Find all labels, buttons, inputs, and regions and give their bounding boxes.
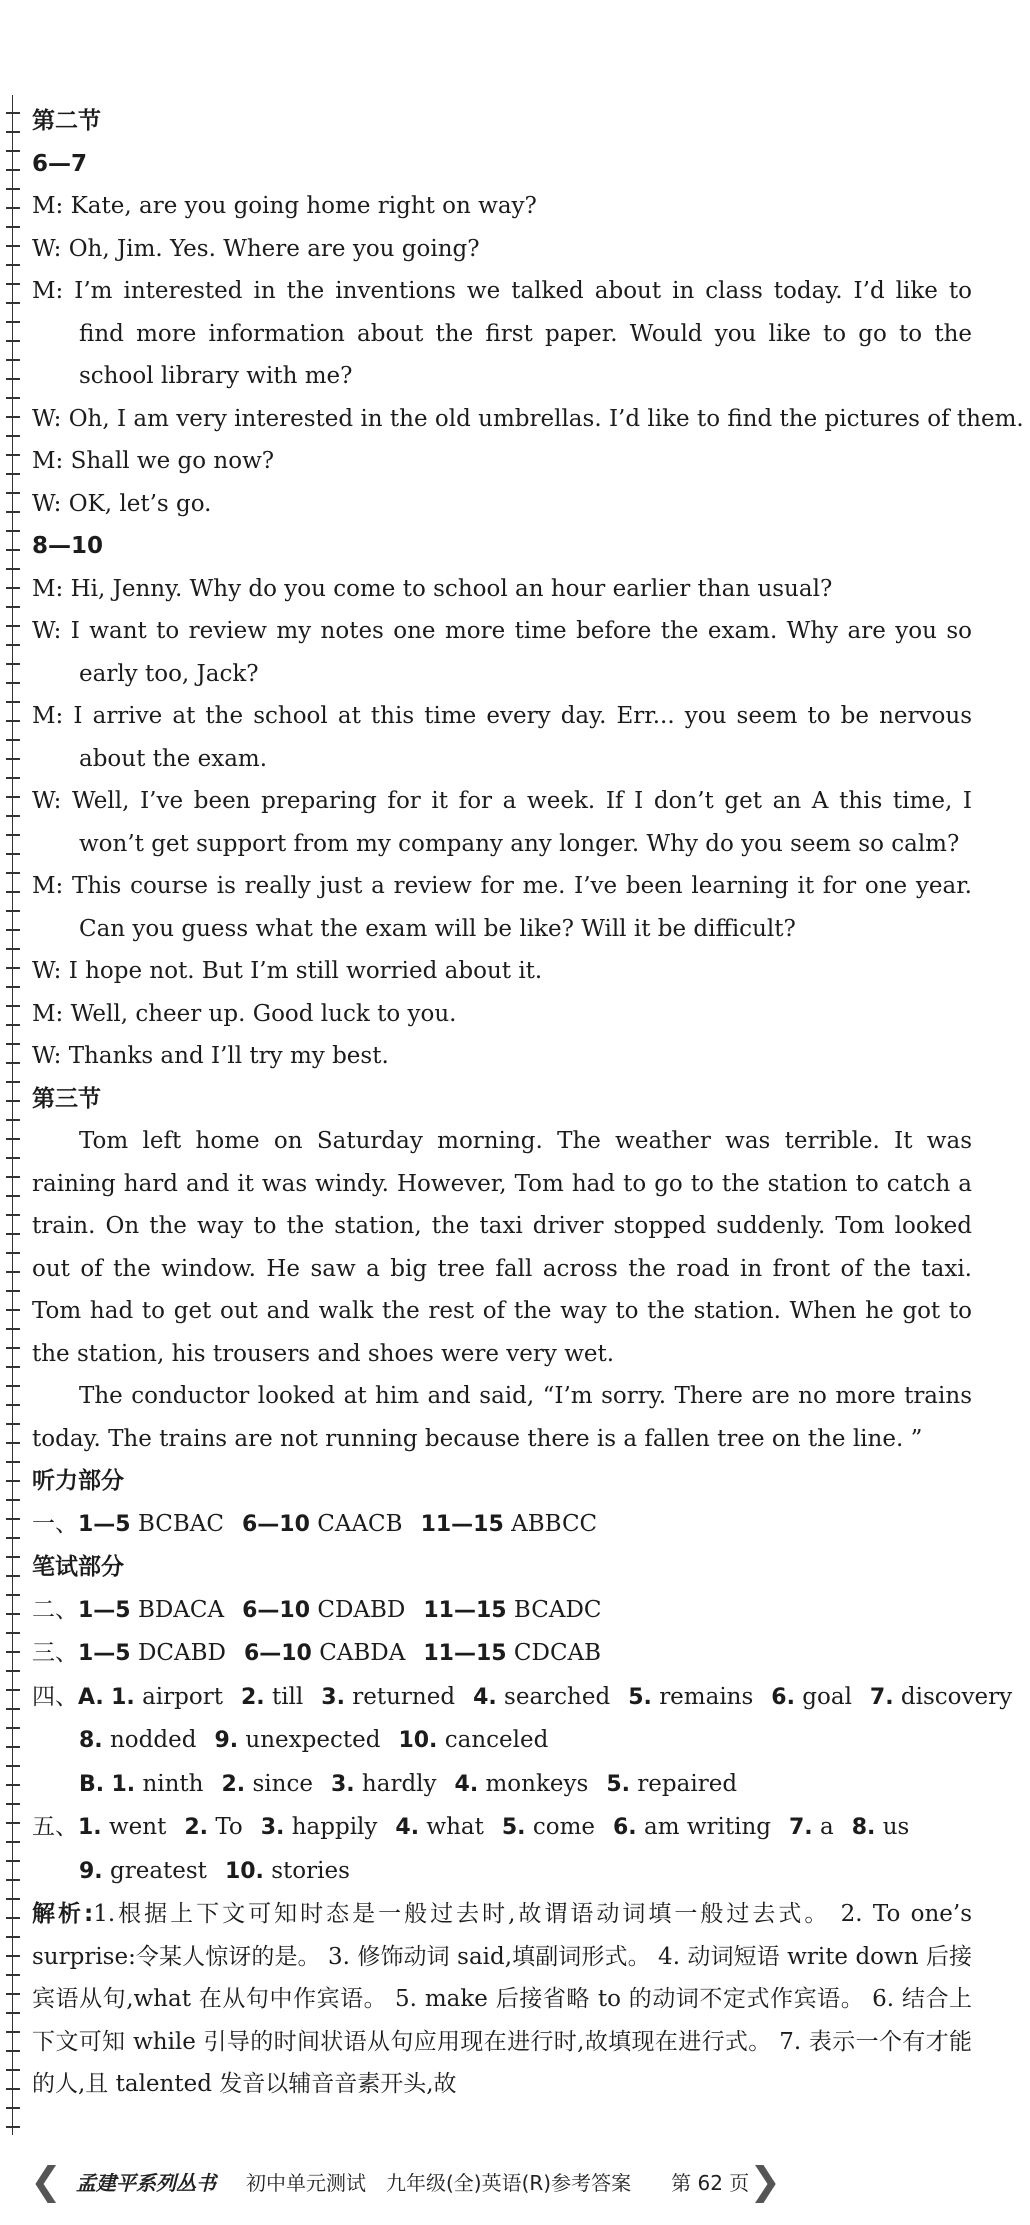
answers: CAACB: [317, 1510, 403, 1537]
item-answer: a: [819, 1814, 834, 1840]
answers: BCBAC: [137, 1510, 224, 1537]
row-prefix: 五、: [32, 1814, 78, 1840]
dialogue-line: W: Thanks and I’ll try my best.: [32, 1043, 389, 1069]
item-answer: To: [215, 1814, 243, 1840]
item-number: 7.: [869, 1684, 894, 1710]
answer-row-five-1: [32, 1806, 972, 1850]
answer-row-five-2: [32, 1850, 972, 1894]
item-number: 6.: [613, 1815, 637, 1840]
item-number: 1.: [78, 1815, 102, 1840]
answer-row-four-a2: [32, 1719, 972, 1763]
passage-paragraph: The conductor looked at him and said, “I’m sorry. There are no more trains today. The trains are not running because there is a fallen tree on the line. ”: [32, 1383, 972, 1452]
answers: ABBCC: [511, 1510, 598, 1537]
part-label: A.: [78, 1684, 104, 1710]
item-answer: canceled: [444, 1727, 549, 1753]
item-answer: what: [426, 1814, 484, 1840]
listening-heading: 听力部分: [32, 1468, 124, 1494]
item-number: 7.: [789, 1815, 813, 1840]
chevron-right-icon: ❯: [749, 2159, 782, 2203]
answers: CABDA: [319, 1640, 406, 1666]
answer-page: [32, 100, 1024, 2106]
answer-row-two: [32, 1589, 972, 1633]
section3-heading: 第三节: [32, 1085, 101, 1112]
item-answer: searched: [504, 1683, 611, 1710]
item-number: 8.: [851, 1815, 876, 1840]
answers: BCADC: [513, 1596, 602, 1623]
series-name: 孟建平系列丛书: [76, 2170, 216, 2195]
range: 6—10: [241, 1511, 310, 1537]
answers: BDACA: [137, 1596, 225, 1623]
item-number: 9.: [79, 1858, 103, 1884]
item-number: 5.: [606, 1771, 630, 1797]
dialogue-line: M: This course is really just a review for me. I’ve been learning it for one year. Can you guess what the exam will be like? Will it be difficult?: [32, 873, 972, 942]
range: 1—5: [78, 1597, 131, 1623]
item-answer: stories: [271, 1857, 350, 1884]
item-number: 1.: [111, 1771, 136, 1797]
range: 1—5: [78, 1511, 131, 1537]
dialogue-line: W: Oh, Jim. Yes. Where are you going?: [32, 235, 480, 262]
range: 6—10: [243, 1641, 312, 1666]
item-answer: airport: [142, 1683, 223, 1710]
item-number: 2.: [240, 1684, 265, 1710]
row-prefix: 三、: [32, 1640, 78, 1666]
item-answer: discovery: [900, 1683, 1013, 1710]
item-answer: us: [882, 1814, 910, 1840]
page-footer: [30, 2158, 980, 2204]
analysis-paragraph: [32, 1893, 972, 2106]
written-heading: 笔试部分: [32, 1554, 124, 1580]
dialogue-line: W: I want to review my notes one more time before the exam. Why are you so early too, Jack?: [32, 618, 972, 687]
section2-heading: 第二节: [32, 108, 101, 134]
answer-row-one: [32, 1503, 972, 1547]
item-answer: repaired: [637, 1770, 738, 1797]
item-answer: happily: [291, 1814, 378, 1840]
chevron-left-icon: ❮: [30, 2159, 62, 2203]
answer-row-four-b: [32, 1763, 972, 1807]
item-number: 4.: [473, 1684, 497, 1710]
analysis-text: 1.根据上下文可知时态是一般过去时,故谓语动词填一般过去式。 2. To one’s surprise:令某人惊讶的是。 3. 修饰动词 said,填副词形式。 4. 动词短语 write down 后接宾语从句,what 在从句中作宾语。 5. make 后接省略 to 的动词不定式作宾语。 6. 结合上下文可知 while 引导的时间状语从句应用现在进行时,故填现在进行式。 7. 表示一个有才能的人,且 talented 发音以辅音音素开头,故: [32, 1901, 973, 2097]
item-answer: nodded: [109, 1727, 197, 1753]
item-number: 5.: [501, 1815, 526, 1840]
answer-row-three: [32, 1632, 972, 1676]
item-answer: am writing: [643, 1814, 771, 1840]
page-number: 第 62 页: [671, 2170, 750, 2195]
dialogue-line: M: Well, cheer up. Good luck to you.: [32, 1000, 457, 1027]
item-number: 10.: [224, 1858, 264, 1884]
dialogue1-label: 6—7: [32, 150, 88, 177]
range: 11—15: [423, 1597, 507, 1623]
answer-row-four-a1: [32, 1676, 1013, 1720]
answers: CDABD: [317, 1596, 406, 1623]
item-number: 3.: [260, 1815, 285, 1840]
item-answer: ninth: [142, 1770, 204, 1797]
row-prefix: 四、: [32, 1683, 78, 1710]
passage-paragraph: Tom left home on Saturday morning. The weather was terrible. It was raining hard and it was windy. However, Tom had to go to the station to catch a train. On the way to the station, the taxi driver stopped suddenly. Tom looked out of the window. He saw a big tree fall across the road in front of the taxi. Tom had to get out and walk the rest of the way to the station. When he got to the station, his trousers and shoes were very wet.: [32, 1128, 972, 1367]
item-answer: come: [532, 1814, 595, 1840]
item-number: 3.: [330, 1771, 355, 1797]
range: 1—5: [78, 1641, 131, 1666]
dialogue-line: M: Hi, Jenny. Why do you come to school an hour earlier than usual?: [32, 575, 833, 602]
dialogue-line: M: Shall we go now?: [32, 448, 275, 474]
item-answer: till: [271, 1683, 304, 1710]
dialogue-line: M: I’m interested in the inventions we talked about in class today. I’d like to find more information about the first paper. Would you like to go to the school library with me?: [32, 278, 972, 389]
dialogue-line: M: Kate, are you going home right on way?: [32, 193, 537, 219]
answers: CDCAB: [513, 1640, 602, 1666]
answers: DCABD: [137, 1640, 226, 1666]
binding-margin-rule: [6, 95, 20, 2135]
item-number: 2.: [221, 1771, 246, 1797]
item-answer: since: [252, 1770, 313, 1797]
item-number: 9.: [214, 1728, 239, 1753]
item-answer: hardly: [361, 1770, 437, 1797]
item-number: 6.: [771, 1684, 795, 1710]
range: 11—15: [423, 1641, 507, 1666]
item-answer: remains: [659, 1683, 754, 1710]
dialogue-line: W: I hope not. But I’m still worried about it.: [32, 958, 543, 984]
item-answer: greatest: [109, 1857, 207, 1884]
item-answer: unexpected: [245, 1727, 381, 1753]
item-answer: went: [108, 1814, 167, 1840]
item-number: 8.: [79, 1728, 103, 1753]
dialogue-line: W: Oh, I am very interested in the old umbrellas. I’d like to find the pictures of them.: [32, 405, 1024, 432]
analysis-label: 解析:: [32, 1901, 94, 1927]
part-label: B.: [79, 1771, 105, 1797]
dialogue-line: W: Well, I’ve been preparing for it for a week. If I don’t get an A this time, I won’t get support from my company any longer. Why do you seem so calm?: [32, 788, 972, 857]
item-answer: monkeys: [485, 1770, 589, 1797]
dialogue-line: M: I arrive at the school at this time every day. Err... you seem to be nervous about the exam.: [32, 703, 972, 772]
dialogue2-label: 8—10: [32, 533, 104, 559]
range: 11—15: [420, 1511, 504, 1537]
item-answer: returned: [352, 1683, 456, 1710]
item-answer: goal: [802, 1683, 852, 1710]
item-number: 3.: [321, 1684, 345, 1710]
book-title: 初中单元测试 九年级(全)英语(R)参考答案: [246, 2170, 632, 2195]
row-prefix: 二、: [32, 1596, 78, 1623]
range: 6—10: [242, 1597, 311, 1623]
dialogue-line: W: OK, let’s go.: [32, 490, 212, 517]
item-number: 2.: [184, 1815, 209, 1840]
row-prefix: 一、: [32, 1510, 78, 1537]
item-number: 4.: [395, 1815, 420, 1840]
item-number: 1.: [111, 1684, 135, 1710]
item-number: 4.: [454, 1771, 479, 1797]
item-number: 10.: [398, 1728, 438, 1753]
item-number: 5.: [628, 1684, 652, 1710]
